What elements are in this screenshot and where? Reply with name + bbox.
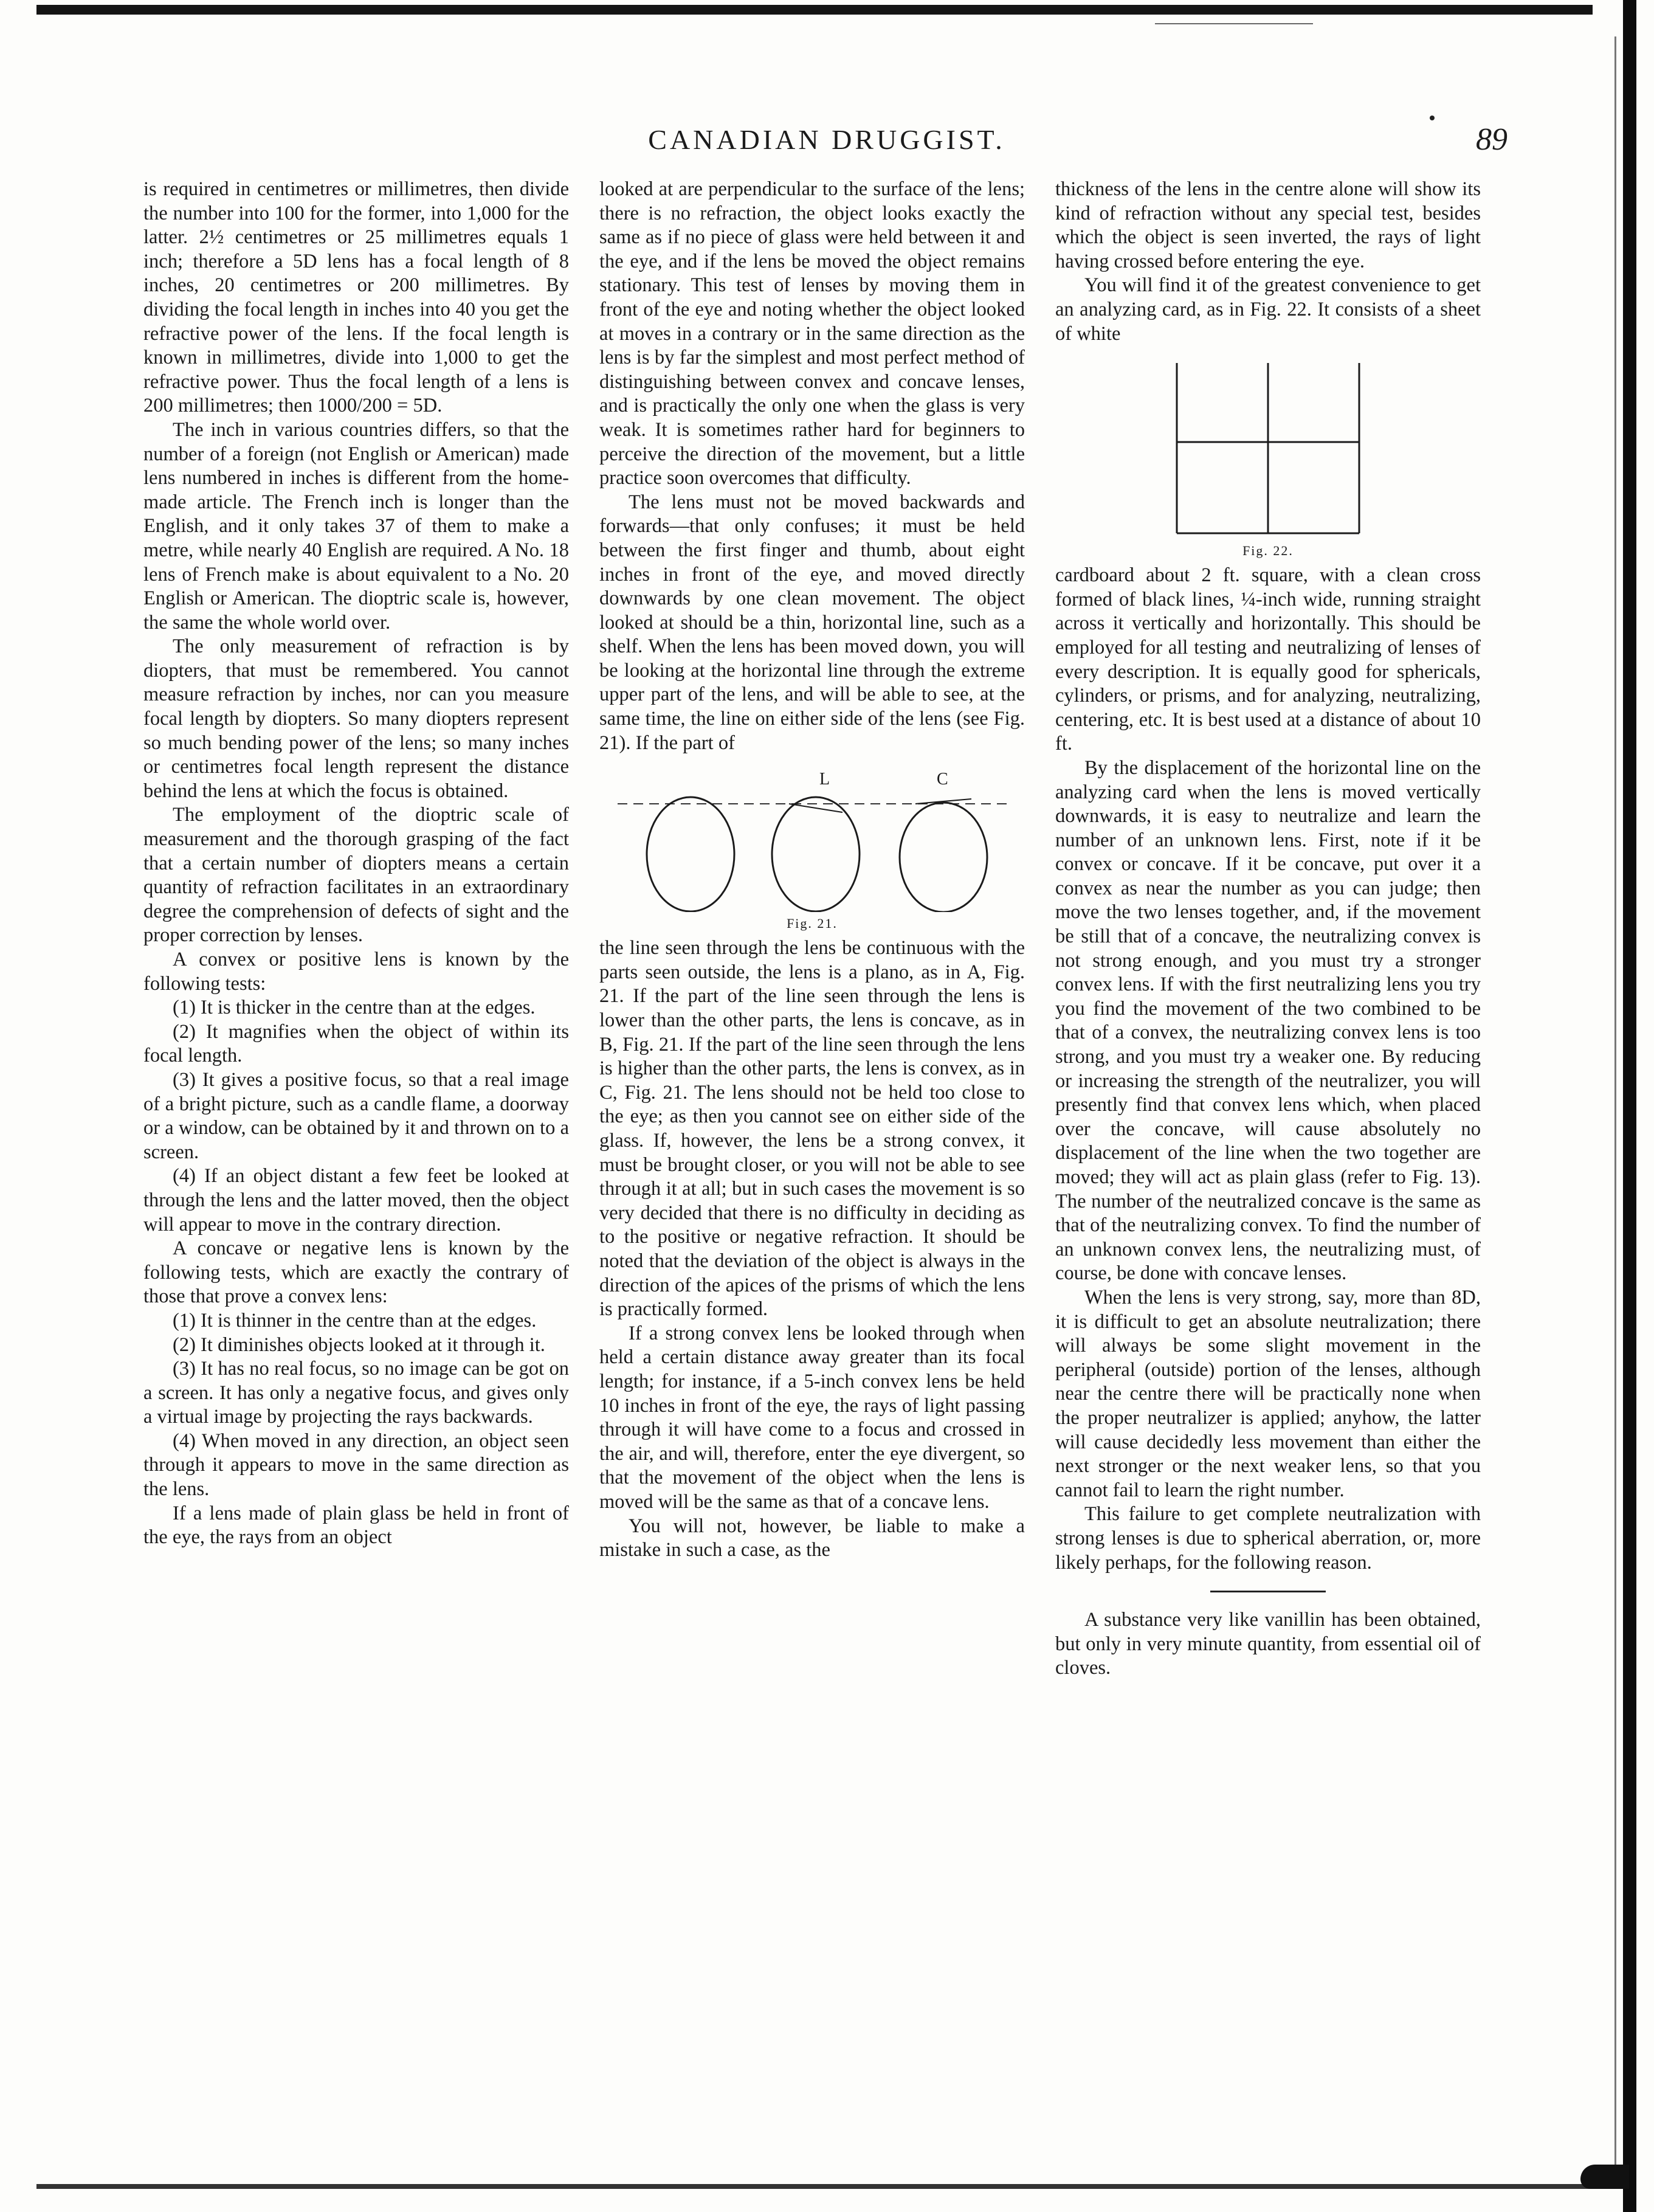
- paragraph: thickness of the lens in the centre alone will show its kind of refraction without any special test, besides which the object is seen inverted, the rays of light having crossed before entering the eye.: [1055, 178, 1481, 272]
- column-1: [143, 178, 569, 1550]
- bottom-ink-smudge: [1580, 2165, 1629, 2189]
- page-edge-line: [1614, 36, 1616, 2165]
- page-number: 89: [1476, 122, 1508, 157]
- paragraph: looked at are perpendicular to the surface of the lens; there is no refraction, the object looks exactly the same as if no piece of glass were held between it and the eye, and if the lens be moved the object remains stationary. This test of lenses by moving them in front of the eye and noting whether the object looked at moves in a contrary or in the same direction as the lens is by far the simplest and most perfect method of distinguishing between convex and concave lenses, and is practically the only one when the glass is very weak. It is sometimes rather hard for beginners to perceive the direction of the movement, but a little practice soon overcomes that difficulty.: [599, 178, 1025, 489]
- top-border-rule: [36, 5, 1593, 15]
- paragraph: When the lens is very strong, say, more than 8D, it is difficult to get an absolute neutralization; there will always be some slight movement in the peripheral (outside) portion of the lenses, although near the centre there will be practically none when the proper neutralizer is applied; anyhow, the latter will cause decidedly less movement than either the next stronger or the next weaker lens, so that you cannot fail to learn the right number.: [1055, 1286, 1481, 1501]
- figure-22: [1055, 357, 1481, 560]
- page-edge-shadow: [1623, 0, 1636, 2212]
- paragraph: cardboard about 2 ft. square, with a clean cross formed of black lines, ¼-inch wide, running straight across it vertically and horizontally. This should be employed for all testing and neutralizing of lenses of every description. It is equally good for sphericals, cylinders, or prisms, and for analyzing, neutralizing, centering, etc. It is best used at a distance of about 10 ft.: [1055, 564, 1481, 755]
- column-3: [1055, 178, 1481, 1681]
- paragraph: You will find it of the greatest convenience to get an analyzing card, as in Fig. 22. It consists of a sheet of white: [1055, 274, 1481, 345]
- paragraph: is required in centimetres or millimetres, then divide the number into 100 for the former, into 1,000 for the latter. 2½ centimetres or 25 millimetres equals 1 inch; therefore a 5D lens has a focal length of 8 inches, 20 centimetres or 200 millimetres. By dividing the focal length in inches into 40 you get the refractive power of the lens. If the focal length is known in millimetres, divide into 1,000 to get the refractive power. Thus the focal length of a lens is 200 millimetres; then 1000/200 = 5D.: [143, 178, 569, 417]
- figure-21: [599, 766, 1025, 933]
- paragraph: You will not, however, be liable to make a mistake in such a case, as the: [599, 1515, 1025, 1561]
- ink-speck: [1430, 116, 1435, 120]
- paragraph: If a lens made of plain glass be held in front of the eye, the rays from an object: [143, 1502, 569, 1549]
- column-2: [599, 178, 1025, 1563]
- paragraph: The only measurement of refraction is by diopters, that must be remembered. You cannot measure refraction by inches, nor can you measure focal length by diopters. So many diopters represent so much bending power of the lens; so many inches or centimetres focal length represent the distance behind the lens at which the focus is obtained.: [143, 635, 569, 802]
- concave-displaced-line: [789, 804, 843, 812]
- paragraph: The inch in various countries differs, so that the number of a foreign (not English or American) made lens numbered in inches is different from the home-made article. The French inch is longer than the English, and it only takes 37 of them to make a metre, while nearly 40 English are required. A No. 18 lens of French make is about equivalent to a No. 20 English or American. The dioptric scale is, however, the same the whole world over.: [143, 418, 569, 634]
- paragraph: This failure to get complete neutralization with strong lenses is due to spherical aberration, or, more likely perhaps, for the following reason.: [1055, 1503, 1481, 1574]
- paragraph: A substance very like vanillin has been obtained, but only in very minute quantity, from essential oil of cloves.: [1055, 1609, 1481, 1679]
- list-item: (2) It magnifies when the object of within its focal length.: [143, 1020, 569, 1067]
- list-item: (4) If an object distant a few feet be looked at through the lens and the latter moved, then the object will appear to move in the contrary direction.: [143, 1165, 569, 1236]
- figure-label-c: C: [937, 770, 948, 789]
- section-divider: [1210, 1591, 1326, 1592]
- list-item: (2) It diminishes objects looked at it through it.: [173, 1333, 545, 1356]
- running-title: CANADIAN DRUGGIST.: [648, 124, 1005, 155]
- lens-c-convex: [900, 803, 987, 912]
- list-item: (1) It is thinner in the centre than at the edges.: [173, 1309, 537, 1332]
- paragraph: The lens must not be moved backwards and forwards—that only confuses; it must be held between the first finger and thumb, about eight inches in front of the eye, and moved directly downwards by one clean movement. The object looked at should be a thin, horizontal line, such as a shelf. When the lens has been moved down, you will be looking at the horizontal line through the extreme upper part of the lens, and will be able to see, at the same time, the line on either side of the lens (see Fig. 21). If the part of: [599, 491, 1025, 754]
- page-header: [146, 122, 1508, 164]
- figure-21-caption: Fig. 21.: [787, 916, 838, 931]
- lens-diagram: [599, 766, 1025, 912]
- lens-b-concave: [772, 797, 860, 911]
- lens-a-plano: [647, 797, 734, 911]
- list-item: (1) It is thicker in the centre than at the edges.: [173, 997, 536, 1019]
- figure-label-l: L: [819, 770, 830, 789]
- top-thin-rule: [1155, 23, 1313, 24]
- list-item: (4) When moved in any direction, an object seen through it appears to move in the same direction as the lens.: [143, 1429, 569, 1501]
- paragraph: The employment of the dioptric scale of measurement and the thorough grasping of the fact that a certain number of diopters means a certain quantity of refraction facilitates in an extraordinary degree the comprehension of defects of sight and the proper correction by lenses.: [143, 804, 569, 947]
- list-item: (3) It has no real focus, so no image can be got on a screen. It has only a negative focus, and gives only a virtual image by projecting the rays backwards.: [143, 1358, 569, 1428]
- paragraph: By the displacement of the horizontal line on the analyzing card when the lens is moved vertically downwards, it is easy to neutralize and learn the number of an unknown lens. First, note if it be convex or concave. If it be concave, put over it a convex as near the number as you can judge; then move the two lenses together, and, if the movement be still that of a concave, the neutralizing convex is not strong enough, and you must try a stronger convex lens. If with the first neutralizing lens you try you find the movement of the two combined to be that of a convex, the neutralizing convex lens is too strong, and you must try a weaker one. By reducing or increasing the strength of the neutralizer, you will presently find that convex lens which, when placed over the concave, will cause absolutely no displacement of the line when the two together are moved; they will act as plain glass (refer to Fig. 13). The number of the neutralized concave is the same as that of the neutralizing convex. To find the number of an unknown convex lens, the neutralizing must, of course, be done with concave lenses.: [1055, 756, 1481, 1285]
- list-item: (3) It gives a positive focus, so that a real image of a bright picture, such as a candle flame, a doorway or a window, can be obtained by it and thrown on to a screen.: [143, 1068, 569, 1163]
- paragraph: A concave or negative lens is known by the following tests, which are exactly the contrary of those that prove a convex lens:: [143, 1237, 569, 1308]
- paragraph: A convex or positive lens is known by the following tests:: [143, 949, 569, 995]
- paragraph: If a strong convex lens be looked through when held a certain distance away greater than its focal length; for instance, if a 5-inch convex lens be held 10 inches in front of the eye, the rays of light passing through it will have come to a focus and crossed in the air, and will, therefore, enter the eye divergent, so that the movement of the object when the lens is moved will be the same as that of a concave lens.: [599, 1322, 1025, 1513]
- figure-22-caption: Fig. 22.: [1242, 543, 1294, 559]
- bottom-border-rule: [36, 2184, 1617, 2189]
- paragraph: the line seen through the lens be continuous with the parts seen outside, the lens is a plano, as in A, Fig. 21. If the part of the line seen through the lens is lower than the other parts, the lens is concave, as in B, Fig. 21. If the part of the line seen through the lens is higher than the other parts, the lens is convex, as in C, Fig. 21. The lens should not be held too close to the eye; as then you cannot see on either side of the glass. If, however, the lens be a strong convex, it must be brought closer, or you will not be able to see through it at all; but in such cases the movement is so very decided that there is no difficulty in deciding as to the positive or negative refraction. It should be noted that the deviation of the object is always in the direction of the apices of the prisms of which the lens is practically formed.: [599, 937, 1025, 1321]
- analyzing-card-diagram: [1055, 357, 1481, 539]
